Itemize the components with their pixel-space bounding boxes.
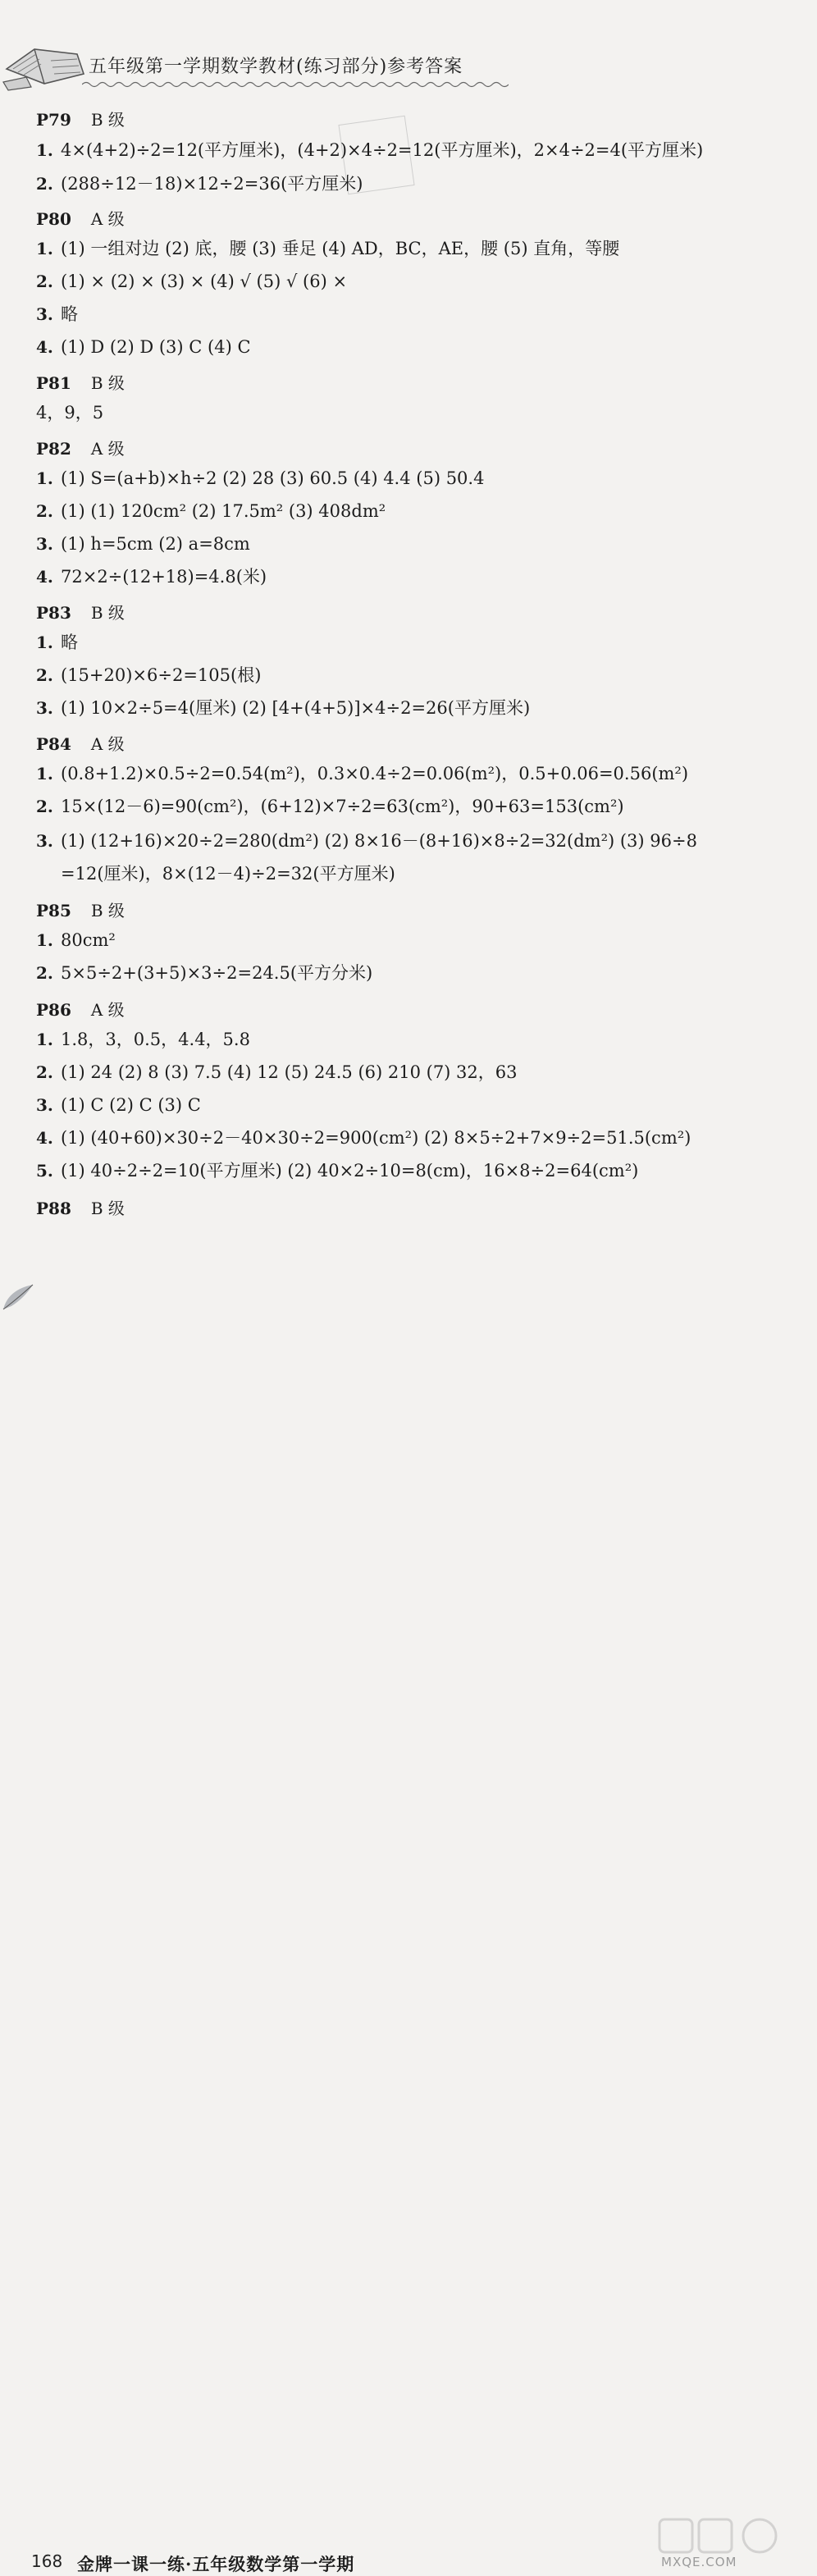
answer-line [36, 532, 250, 556]
answer-line [36, 400, 103, 425]
answer-line [36, 1060, 518, 1085]
answer-line [36, 236, 619, 261]
question-number: 1. [36, 930, 53, 950]
question-number: 2. [36, 797, 53, 816]
section-heading [36, 1196, 125, 1221]
section-level: B 级 [90, 110, 125, 130]
answer-text: (1) C (2) C (3) C [61, 1095, 201, 1115]
header-title: 五年级第一学期数学教材(练习部分)参考答案 [89, 57, 463, 77]
question-number: 2. [36, 1062, 53, 1082]
answer-text: (0.8+1.2)×0.5÷2=0.54(m²)，0.3×0.4÷2=0.06(m²)，0.5+0.06=0.56(m²) [61, 764, 689, 783]
section-level: B 级 [90, 901, 125, 920]
answer-line [36, 302, 78, 327]
section-page: P85 [36, 901, 71, 920]
section-level: A 级 [90, 209, 125, 229]
question-number: 1. [36, 239, 53, 258]
question-number: 1. [36, 764, 53, 783]
section-heading [36, 436, 125, 461]
section-level: B 级 [90, 1199, 125, 1218]
answer-line [36, 269, 347, 294]
section-level: B 级 [90, 373, 125, 393]
answer-text: (1) 24 (2) 8 (3) 7.5 (4) 12 (5) 24.5 (6) 210 (7) 32，63 [61, 1062, 518, 1082]
question-number: 1. [36, 1030, 53, 1049]
answer-text: (288÷12－18)×12÷2=36(平方厘米) [61, 174, 363, 194]
question-number: 3. [36, 1095, 53, 1115]
answer-text: (15+20)×6÷2=105(根) [61, 665, 262, 685]
section-heading [36, 107, 125, 132]
section-level: A 级 [90, 1000, 125, 1020]
question-number: 1. [36, 468, 53, 488]
answer-text: (1) 10×2÷5=4(厘米) (2) [4+(4+5)]×4÷2=26(平方厘米) [61, 698, 531, 718]
answer-line [36, 696, 530, 720]
answer-text: 略 [61, 304, 78, 324]
answer-line [36, 171, 363, 196]
footer-title: 金牌一课一练·五年级数学第一学期 [77, 2554, 355, 2574]
page-number: 168 [31, 2551, 63, 2571]
answer-line [36, 466, 484, 491]
answer-line [36, 961, 372, 985]
answer-text: 4×(4+2)÷2=12(平方厘米)，(4+2)×4÷2=12(平方厘米)，2×4÷2=4(平方厘米) [61, 140, 704, 160]
answer-line [36, 335, 251, 359]
answer-text: (1) D (2) D (3) C (4) C [61, 337, 251, 357]
question-number: 3. [36, 304, 53, 324]
section-heading [36, 898, 125, 923]
section-page: P83 [36, 603, 71, 623]
answer-line [36, 928, 116, 952]
answer-line [36, 499, 386, 523]
section-page: P82 [36, 439, 71, 459]
answer-text: (1) 40÷2÷2=10(平方厘米) (2) 40×2÷10=8(cm)，16×8÷2=64(cm²) [61, 1161, 639, 1181]
question-number: 2. [36, 665, 53, 685]
answer-line [36, 663, 261, 687]
footer-leaf-icon [0, 1281, 49, 1313]
answer-line [36, 1027, 250, 1052]
answer-text: 4，9，5 [36, 403, 104, 422]
question-number: 2. [36, 501, 53, 521]
question-number: 1. [36, 633, 53, 652]
section-page: P80 [36, 209, 71, 229]
question-number: 3. [36, 698, 53, 718]
section-page: P86 [36, 1000, 71, 1020]
answer-text: 72×2÷(12+18)=4.8(米) [61, 567, 267, 587]
section-heading [36, 601, 125, 625]
answer-line [36, 1126, 691, 1150]
section-page: P84 [36, 734, 71, 754]
question-number: 2. [36, 174, 53, 194]
section-level: A 级 [90, 439, 125, 459]
question-number: 2. [36, 272, 53, 291]
answer-text: 80cm² [61, 930, 116, 950]
section-page: P79 [36, 110, 71, 130]
question-number: 4. [36, 567, 53, 587]
question-number: 5. [36, 1161, 53, 1181]
question-number: 2. [36, 963, 53, 983]
section-level: B 级 [90, 603, 125, 623]
answer-line [36, 794, 624, 819]
answer-text: 1.8，3，0.5，4.4，5.8 [61, 1030, 250, 1049]
question-number: 4. [36, 1128, 53, 1148]
answer-text: (1) (1) 120cm² (2) 17.5m² (3) 408dm² [61, 501, 386, 521]
section-heading [36, 998, 125, 1022]
answer-text: 15×(12－6)=90(cm²)，(6+12)×7÷2=63(cm²)，90+63=153(cm²) [61, 797, 624, 816]
section-page: P81 [36, 373, 71, 393]
answer-text: =12(厘米)，8×(12－4)÷2=32(平方厘米) [61, 864, 395, 884]
answer-line [36, 861, 395, 886]
answer-text: (1) × (2) × (3) × (4) √ (5) √ (6) × [61, 272, 348, 291]
section-heading [36, 732, 125, 756]
section-heading [36, 207, 125, 231]
answer-text: 略 [61, 633, 78, 652]
answer-line [36, 1158, 638, 1183]
answer-line [36, 630, 78, 655]
answer-line [36, 761, 688, 786]
answer-line [36, 829, 697, 853]
answer-text: (1) (12+16)×20÷2=280(dm²) (2) 8×16－(8+16)×8÷2=32(dm²) (3) 96÷8 [61, 831, 697, 851]
answer-text: (1) h=5cm (2) a=8cm [61, 534, 250, 554]
answer-text: (1) (40+60)×30÷2－40×30÷2=900(cm²) (2) 8×5÷2+7×9÷2=51.5(cm²) [61, 1128, 691, 1148]
section-heading [36, 371, 125, 395]
question-number: 1. [36, 140, 53, 160]
answer-line [36, 1093, 201, 1117]
answer-text: (1) 一组对边 (2) 底，腰 (3) 垂足 (4) AD，BC，AE，腰 (5) 直角，等腰 [61, 239, 620, 258]
question-number: 3. [36, 831, 53, 851]
answer-text: (1) S=(a+b)×h÷2 (2) 28 (3) 60.5 (4) 4.4 (5) 50.4 [61, 468, 485, 488]
answer-text: 5×5÷2+(3+5)×3÷2=24.5(平方分米) [61, 963, 373, 983]
watermark-text: MXQE.COM [661, 2555, 737, 2569]
question-number: 3. [36, 534, 53, 554]
section-page: P88 [36, 1199, 71, 1218]
answer-line [36, 138, 703, 162]
section-level: A 级 [90, 734, 125, 754]
question-number: 4. [36, 337, 53, 357]
answer-line [36, 564, 267, 589]
page-footer [0, 1255, 817, 2574]
